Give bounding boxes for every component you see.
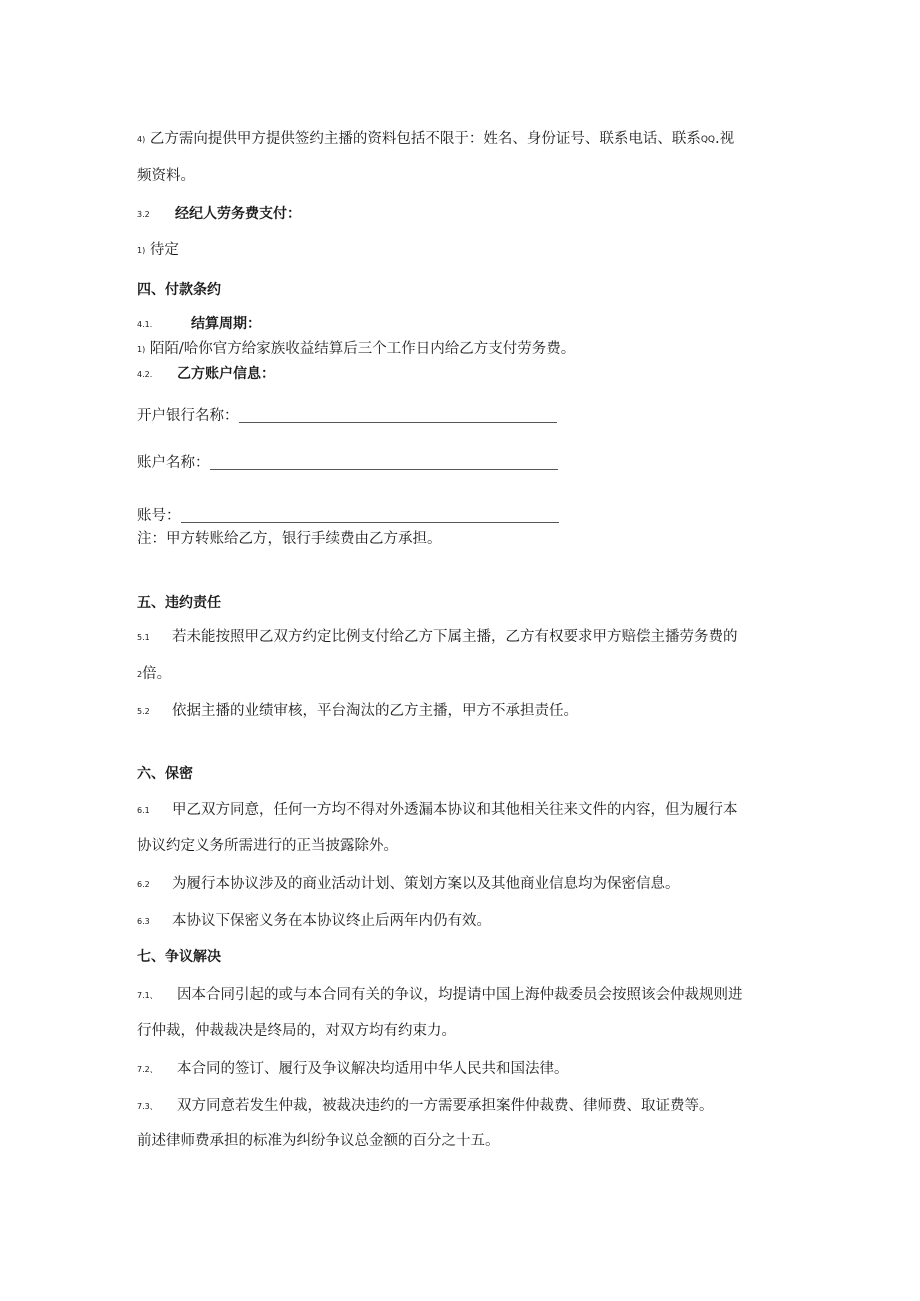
section-6-title: 六、保密 <box>137 766 193 782</box>
clause-cont-number: 2 <box>137 670 143 679</box>
clause-number: 7.1、 <box>137 991 158 1000</box>
clause-5-1-cont <box>137 664 171 685</box>
section-4-1-heading <box>137 314 261 335</box>
item-4-4 <box>137 129 734 150</box>
clause-number: 7.2、 <box>137 1065 158 1074</box>
clause-7-3-cont: 前述律师费承担的标准为纠纷争议总金额的百分之十五。 <box>137 1133 500 1149</box>
section-7-title: 七、争议解决 <box>137 949 221 965</box>
item-4-4-cont: 频资料。 <box>137 168 195 184</box>
section-3-2-heading <box>137 204 301 225</box>
clause-6-1-cont: 协议约定义务所需进行的正当披露除外。 <box>137 838 398 854</box>
bank-name-field <box>137 406 557 426</box>
section-4-title: 四、付款条约 <box>137 282 221 298</box>
qq-text: QQ <box>700 135 715 145</box>
clause-text: 本合同的签订、履行及争议解决均适用中华人民共和国法律。 <box>177 1061 569 1077</box>
section-title: 经纪人劳务费支付： <box>175 206 301 222</box>
clause-7-1-cont: 行仲裁，仲裁裁决是终局的，对双方均有约束力。 <box>137 1023 456 1039</box>
clause-number: 6.1 <box>137 806 150 815</box>
clause-text: 本协议下保密义务在本协议终止后两年内仍有效。 <box>172 913 491 929</box>
clause-number: 5.1 <box>137 633 150 642</box>
clause-cont-text: 倍。 <box>142 666 172 682</box>
bank-name-label: 开户银行名称： <box>137 408 239 424</box>
section-number: 3.2 <box>137 210 150 219</box>
clause-text: 依据主播的业绩审核，平台淘汰的乙方主播，甲方不承担责任。 <box>172 703 578 719</box>
clause-6-2 <box>137 874 680 895</box>
account-name-field <box>137 453 558 473</box>
section-number: 4.1. <box>137 320 153 329</box>
clause-7-2 <box>137 1059 569 1080</box>
clause-text: 双方同意若发生仲裁，被裁决违约的一方需要承担案件仲裁费、律师费、取证费等。 <box>177 1098 714 1114</box>
clause-6-3 <box>137 911 491 932</box>
item-text: 待定 <box>149 242 179 258</box>
account-name-label: 账户名称： <box>137 455 210 471</box>
section-title: 结算周期： <box>191 316 261 332</box>
s3-2-item-1 <box>137 240 179 261</box>
section-number: 4.2. <box>137 370 153 379</box>
item-text-tail: .视 <box>715 131 735 147</box>
list-number: 4) <box>137 135 146 144</box>
clause-text: 为履行本协议涉及的商业活动计划、策划方案以及其他商业信息均为保密信息。 <box>172 876 680 892</box>
clause-7-1 <box>137 985 743 1006</box>
clause-number: 5.2 <box>137 707 150 716</box>
clause-6-1 <box>137 800 738 821</box>
account-number-field <box>137 506 559 526</box>
account-name-blank <box>210 468 558 470</box>
clause-5-2 <box>137 701 578 722</box>
account-note: 注：甲方转账给乙方，银行手续费由乙方承担。 <box>137 531 442 547</box>
account-number-label: 账号： <box>137 508 181 524</box>
clause-text: 甲乙双方同意，任何一方均不得对外透漏本协议和其他相关往来文件的内容，但为履行本 <box>172 802 738 818</box>
clause-number: 6.2 <box>137 880 150 889</box>
clause-text: 若未能按照甲乙双方约定比例支付给乙方下属主播，乙方有权要求甲方赔偿主播劳务费的 <box>172 629 738 645</box>
section-4-2-heading <box>137 364 275 385</box>
clause-5-1 <box>137 627 738 648</box>
clause-number: 7.3、 <box>137 1102 158 1111</box>
clause-number: 6.3 <box>137 917 150 926</box>
section-title: 乙方账户信息： <box>177 366 275 382</box>
item-text: 陌陌/哈你官方给家族收益结算后三个工作日内给乙方支付劳务费。 <box>149 341 576 357</box>
bank-name-blank <box>239 421 557 423</box>
clause-7-3 <box>137 1096 714 1117</box>
s4-1-item-1 <box>137 339 575 360</box>
section-5-title: 五、违约责任 <box>137 595 221 611</box>
list-number: 1) <box>137 345 146 354</box>
account-number-blank <box>181 521 559 523</box>
clause-text: 因本合同引起的或与本合同有关的争议，均提请中国上海仲裁委员会按照该会仲裁规则进 <box>177 987 743 1003</box>
list-number: 1) <box>137 246 146 255</box>
item-text: 乙方需向提供甲方提供签约主播的资料包括不限于：姓名、身份证号、联系电话、联系 <box>149 131 701 147</box>
